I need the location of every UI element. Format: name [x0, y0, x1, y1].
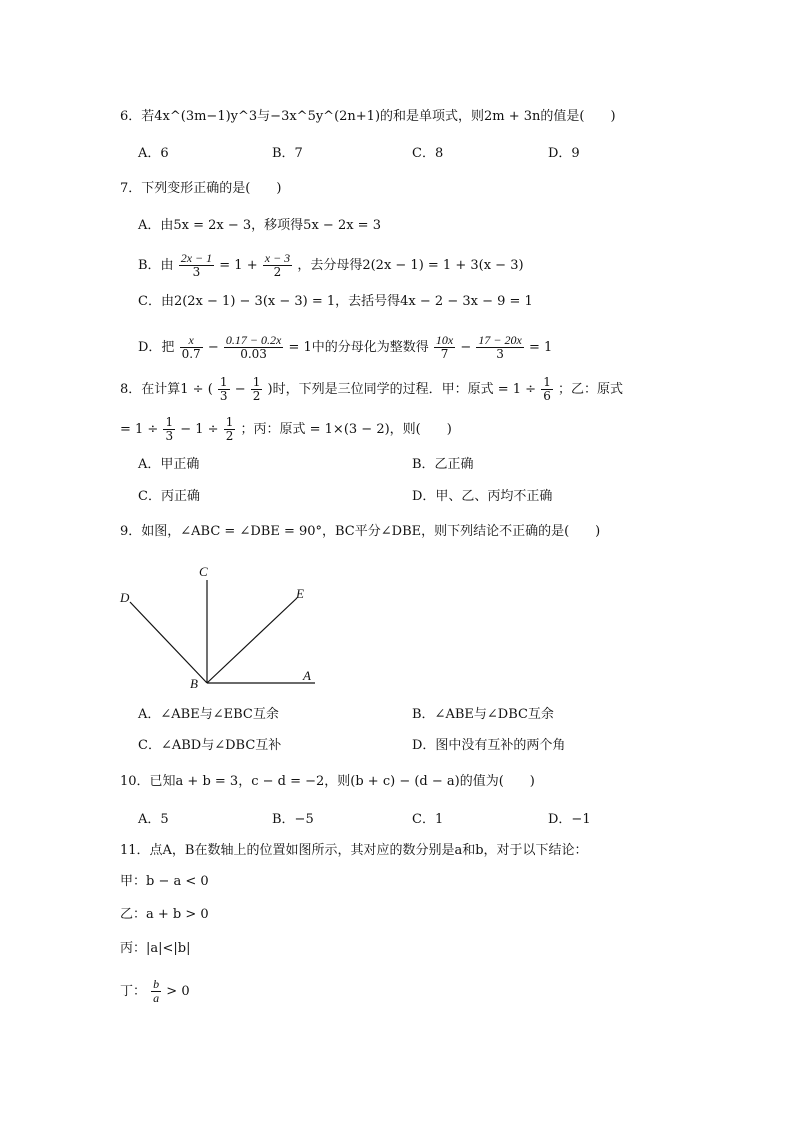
q7-d-mid: = 1中的分母化为整数得 — [288, 340, 429, 355]
q7-option-a[interactable]: A．由5x = 2x − 3，移项得5x − 2x = 3 — [138, 218, 381, 233]
q8-option-d[interactable]: D．甲、乙、丙均不正确 — [412, 489, 553, 504]
q6-option-d[interactable]: D．9 — [548, 146, 580, 161]
q8-frac3: $\frac{1}{6}$ — [543, 375, 551, 403]
label-c: C — [199, 564, 208, 579]
q9-option-b[interactable]: B．∠ABE与∠DBC互余 — [412, 707, 554, 722]
q11-statement-yi: 乙：a + b > 0 — [120, 907, 209, 922]
q7-d-frac4: $\frac{17 - 20x}{3}$ — [478, 333, 522, 361]
q6-option-a[interactable]: A．6 — [138, 146, 169, 161]
q11-statement-bing: 丙：|a|<|b| — [120, 941, 191, 956]
q7-d-pre: D．把 — [138, 340, 175, 355]
ray-be — [207, 598, 297, 683]
q8-line1-pre: 8．在计算1 ÷ ( — [120, 382, 213, 397]
q8-line2 — [120, 416, 452, 443]
q7-b-post: ，去分母得2(2x − 1) = 1 + 3(x − 3) — [297, 258, 524, 273]
q8-option-c[interactable]: C．丙正确 — [138, 489, 200, 504]
q9-option-a[interactable]: A．∠ABE与∠EBC互余 — [138, 707, 279, 722]
q10-option-c[interactable]: C．1 — [412, 812, 444, 827]
q8-frac4: $\frac{1}{3}$ — [165, 415, 174, 443]
q8-op1: − — [234, 382, 246, 397]
label-b: B — [190, 676, 198, 691]
q9-option-c[interactable]: C．∠ABD与∠DBC互补 — [138, 738, 282, 753]
q8-option-a[interactable]: A．甲正确 — [138, 457, 200, 472]
q6-stem: 6．若4x^(3m−1)y^3与−3x^5y^(2n+1)的和是单项式，则2m + 3n的值是( ) — [120, 109, 616, 124]
q7-b-frac2: $\frac{x - 3}{2}$ — [264, 251, 291, 279]
q8-frac2: $\frac{1}{2}$ — [252, 375, 261, 403]
q7-d-post: = 1 — [528, 340, 553, 355]
q8-line1 — [120, 376, 623, 403]
q6-option-b[interactable]: B．7 — [272, 146, 303, 161]
q8-line2-post: ；丙：原式 = 1×(3 − 2)，则( ) — [240, 422, 452, 437]
q7-option-c[interactable]: C．由2(2x − 1) − 3(x − 3) = 1，去括号得4x − 2 − 3x − 9 = 1 — [138, 294, 533, 309]
q9-stem: 9．如图，∠ABC = ∠DBE = 90°，BC平分∠DBE，则下列结论不正确的是( ) — [120, 524, 601, 539]
q8-frac5: $\frac{1}{2}$ — [225, 415, 234, 443]
q11-statement-jia: 甲：b − a < 0 — [120, 874, 209, 889]
q9-option-d[interactable]: D．图中没有互补的两个角 — [412, 738, 566, 753]
q8-option-b[interactable]: B．乙正确 — [412, 457, 474, 472]
q6-option-c[interactable]: C．8 — [412, 146, 444, 161]
q10-option-d[interactable]: D．−1 — [548, 812, 591, 827]
q9-angle-figure — [110, 560, 330, 695]
q7-d-frac2: $\frac{0.17 - 0.2x}{0.03}$ — [225, 333, 282, 361]
q7-d-frac3: $\frac{10x}{7}$ — [435, 333, 454, 361]
q10-stem: 10．已知a + b = 3，c − d = −2，则(b + c) − (d − a)的值为( ) — [120, 774, 535, 789]
q11-statement-ding — [120, 978, 190, 1005]
q7-option-d[interactable] — [138, 334, 552, 361]
q11-ding-post: > 0 — [166, 984, 190, 999]
q7-d-op2: − — [460, 340, 472, 355]
q7-b-mid: = 1 + — [219, 258, 258, 273]
label-e: E — [296, 586, 304, 601]
q7-d-frac1: $\frac{x}{0.7}$ — [181, 333, 201, 361]
q7-b-frac1: $\frac{2x - 1}{3}$ — [180, 251, 213, 279]
q8-line2-mid: − 1 ÷ — [180, 422, 219, 437]
q11-stem: 11．点A，B在数轴上的位置如图所示，其对应的数分别是a和b，对于以下结论： — [120, 843, 588, 858]
q11-ding-pre: 丁： — [120, 984, 147, 999]
label-d: D — [120, 590, 130, 605]
q7-option-b[interactable] — [138, 252, 524, 279]
q7-d-op1: − — [207, 340, 219, 355]
q8-line1-post: ；乙：原式 — [557, 382, 623, 397]
q8-frac1: $\frac{1}{3}$ — [219, 375, 228, 403]
q10-option-b[interactable]: B．−5 — [272, 812, 314, 827]
q8-line2-pre: = 1 ÷ — [120, 422, 159, 437]
q8-line1-mid: )时，下列是三位同学的过程．甲：原式 = 1 ÷ — [267, 382, 537, 397]
q7-stem: 7．下列变形正确的是( ) — [120, 181, 282, 196]
q10-option-a[interactable]: A．5 — [138, 812, 169, 827]
label-a: A — [303, 668, 311, 683]
ray-bd — [130, 602, 207, 683]
q7-b-pre: B．由 — [138, 258, 174, 273]
q11-ding-frac: $\frac{b}{a}$ — [153, 977, 160, 1005]
